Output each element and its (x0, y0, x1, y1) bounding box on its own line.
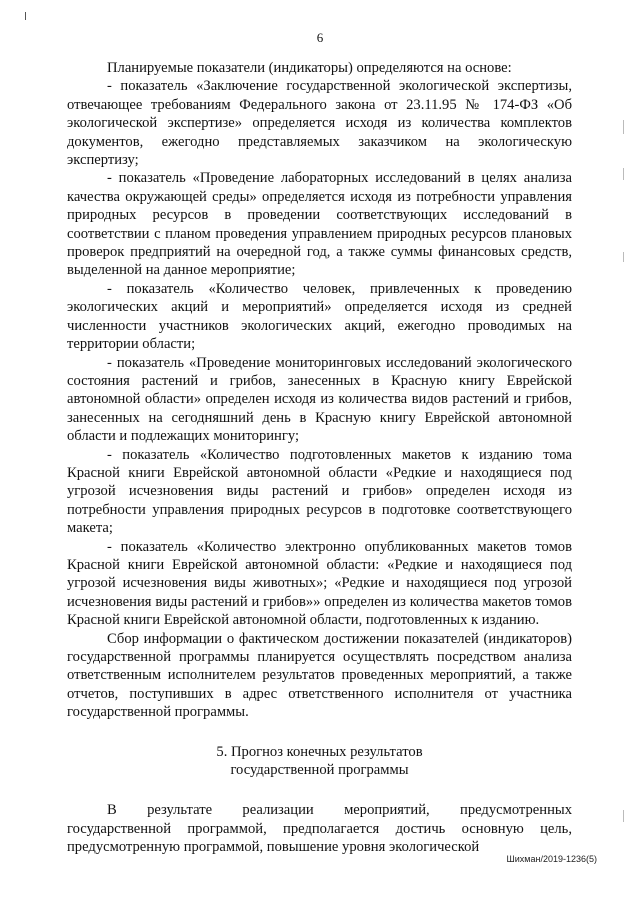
scan-mark (623, 120, 624, 134)
scan-mark (25, 12, 26, 20)
section-heading-line2: государственной программы (230, 762, 409, 779)
section-heading (67, 743, 572, 780)
scan-mark (623, 810, 624, 822)
paragraph-data-collection: Сбор информации о фактическом достижении показателей (индикаторов) государственной программы планируется осуществлять посредством анализа ответственным исполнителем результатов проведенных мероприятий, а также отчетов, поступивших в адрес ответственного исполнителя от участника государственной программы. (67, 630, 572, 721)
paragraph-intro: Планируемые показатели (индикаторы) определяются на основе: (107, 60, 512, 76)
scan-mark (623, 252, 624, 262)
footer-document-code: Шихман/2019-1236(5) (506, 854, 597, 864)
document-body (67, 59, 572, 857)
paragraph-indicator-lab-research: - показатель «Проведение лабораторных исследований в целях анализа качества окружающей среды» определяется исходя из потребности управления природных ресурсов в проведении соответствующих исследований в соответствии с планом проведения управлением природных ресурсов плановых проверок предприятий на очередной год, а также суммы финансовых средств, выделенной на данное мероприятие; (67, 170, 572, 279)
section-heading-line1: 5. Прогноз конечных результатов (216, 743, 423, 760)
paragraph-forecast: В результате реализации мероприятий, предусмотренных государственной программой, предполагается достичь основную цель, предусмотренную программой, повышение уровня экологической (67, 802, 572, 856)
paragraph-indicator-published: - показатель «Количество электронно опубликованных макетов томов Красной книги Еврейской автономной области: «Редкие и находящиеся под угрозой исчезновения виды животных»; «Редкие и находящиеся под угрозой исчезновения виды растений и грибов»» определен из количества макетов томов Красной книги Еврейской автономной области, подготовленных к изданию. (67, 538, 572, 629)
page-number: 6 (316, 30, 324, 45)
paragraph-indicator-participants: - показатель «Количество человек, привлеченных к проведению экологических акций и мероприятий» определяется исходя из средней численности участников экологических акций, ежегодно проводимых на территории области; (67, 280, 572, 353)
paragraph-indicator-expertise: - показатель «Заключение государственной экологической экспертизы, отвечающее требованиям Федерального закона от 23.11.95 № 174-ФЗ «Об экологической экспертизе» определяется исходя из количества комплектов документов, ежегодно представляемых заказчиком на экологическую экспертизу; (67, 78, 572, 169)
paragraph-indicator-monitoring: - показатель «Проведение мониторинговых исследований экологического состояния растений и грибов, занесенных в Красную книгу Еврейской автономной области» определен исходя из количества видов растений и грибов, занесенных на сегодняшний день в Красную книгу Еврейской автономной области и подлежащих мониторингу; (67, 354, 572, 445)
scan-mark (623, 168, 624, 180)
paragraph-indicator-layouts: - показатель «Количество подготовленных макетов к изданию тома Красной книги Еврейской автономной области «Редкие и находящиеся под угрозой исчезновения виды растений и грибов» определен исходя из потребности управления природных ресурсов в подготовке соответствующего макета; (67, 446, 572, 537)
